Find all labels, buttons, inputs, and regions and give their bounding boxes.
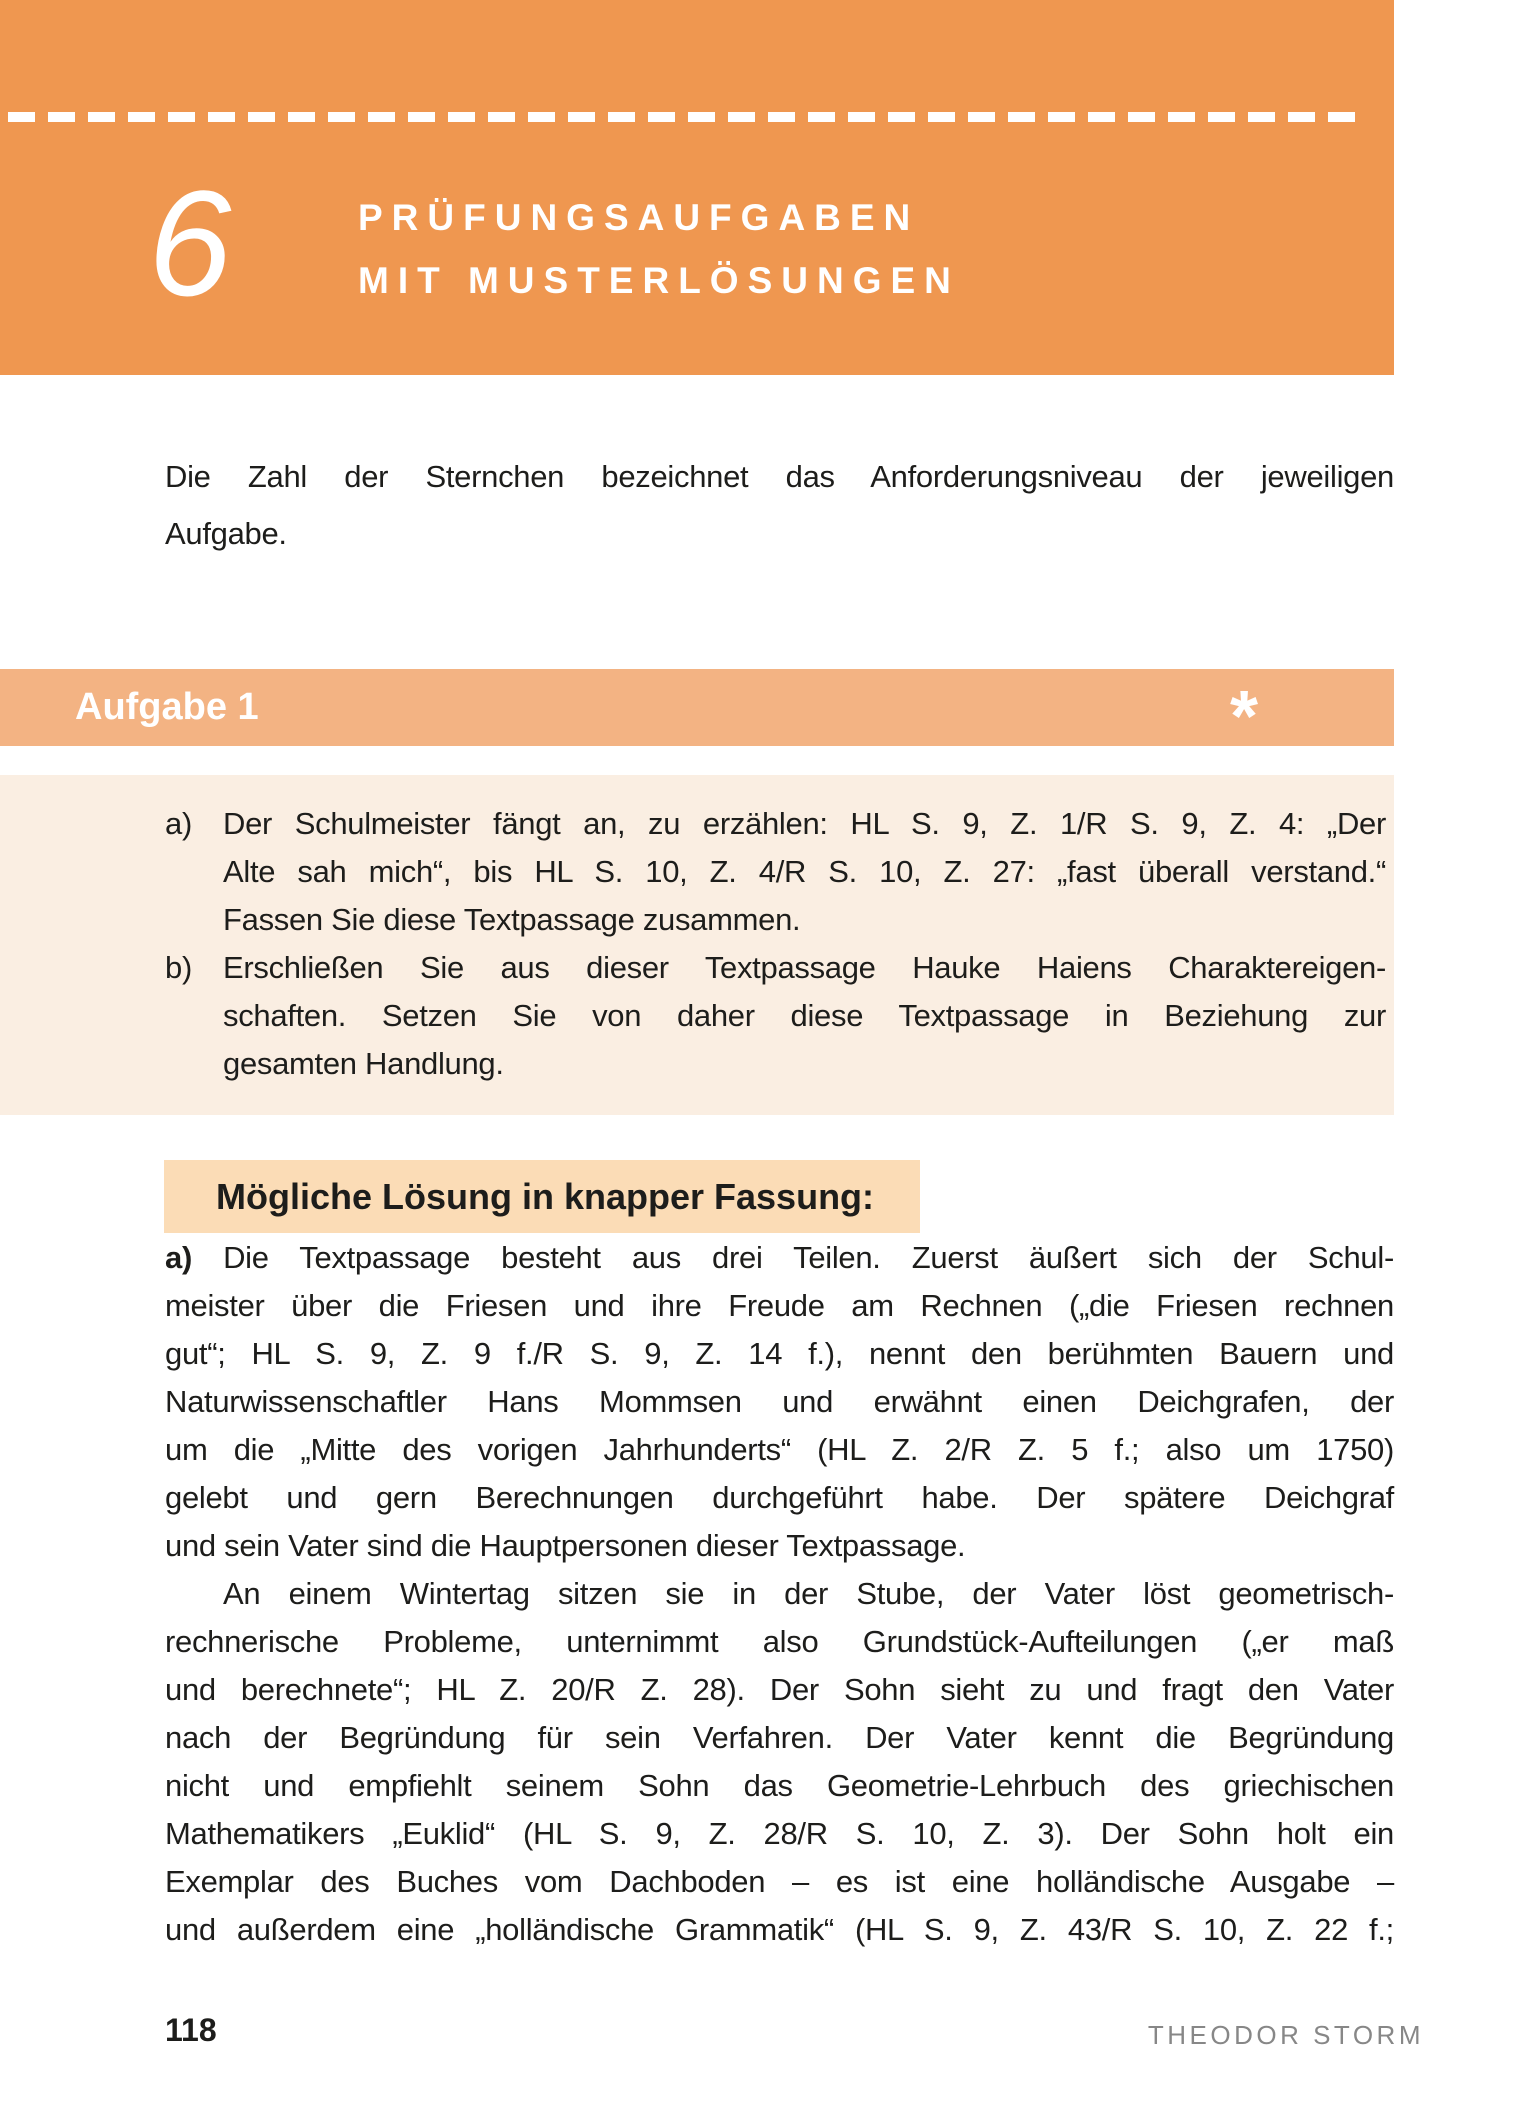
task-line: Alte sah mich“, bis HL S. 10, Z. 4/R S. 10, Z. 27: „fast überall verstand.“ xyxy=(223,854,1386,889)
solution-line: Naturwissenschaftler Hans Mommsen und erwähnt einen Deichgrafen, der xyxy=(165,1384,1394,1419)
intro-paragraph xyxy=(165,448,1394,562)
task-section-bar xyxy=(0,669,1394,757)
solution-paragraph xyxy=(165,1234,1394,1954)
intro-line: Die Zahl der Sternchen bezeichnet das Anforderungsniveau der jeweiligen xyxy=(165,459,1394,494)
task-marker: b) xyxy=(165,950,192,985)
solution-heading: Mögliche Lösung in knapper Fassung: xyxy=(164,1160,920,1233)
page-number: 118 xyxy=(165,2012,217,2048)
difficulty-star-icon: * xyxy=(1230,677,1259,757)
task-item-b xyxy=(165,944,1394,1088)
solution-line: gut“; HL S. 9, Z. 9 f./R S. 9, Z. 14 f.), nennt den berühmten Bauern und xyxy=(165,1336,1394,1371)
solution-line: Exemplar des Buches vom Dachboden – es ist eine holländische Ausgabe – xyxy=(165,1864,1394,1899)
task-line: Der Schulmeister fängt an, zu erzählen: HL S. 9, Z. 1/R S. 9, Z. 4: „Der xyxy=(223,806,1386,841)
dashed-divider xyxy=(8,112,1358,122)
task-box xyxy=(0,775,1394,1115)
solution-line: nicht und empfiehlt seinem Sohn das Geometrie-Lehrbuch des griechischen xyxy=(165,1768,1394,1803)
solution-line: gelebt und gern Berechnungen durchgeführt habe. Der spätere Deichgraf xyxy=(165,1480,1394,1515)
solution-line: rechnerische Probleme, unternimmt also Grundstück-Aufteilungen („er maß xyxy=(165,1624,1394,1659)
intro-line: Aufgabe. xyxy=(165,516,287,551)
task-marker: a) xyxy=(165,806,192,841)
solution-line: nach der Begründung für sein Verfahren. Der Vater kennt die Begründung xyxy=(165,1720,1394,1755)
task-line: schaften. Setzen Sie von daher diese Textpassage in Beziehung zur xyxy=(223,998,1386,1033)
chapter-header-banner xyxy=(0,0,1394,375)
solution-line: meister über die Friesen und ihre Freude am Rechnen („die Friesen rechnen xyxy=(165,1288,1394,1323)
chapter-number: 6 xyxy=(148,159,232,327)
solution-line: um die „Mitte des vorigen Jahrhunderts“ (HL Z. 2/R Z. 5 f.; also um 1750) xyxy=(165,1432,1394,1467)
task-text xyxy=(223,944,1386,1088)
task-text xyxy=(223,800,1386,944)
solution-line: An einem Wintertag sitzen sie in der Stube, der Vater löst geometrisch- xyxy=(223,1576,1394,1611)
solution-line: und sein Vater sind die Hauptpersonen dieser Textpassage. xyxy=(165,1528,966,1563)
task-line: gesamten Handlung. xyxy=(223,1046,504,1081)
task-line: Fassen Sie diese Textpassage zusammen. xyxy=(223,902,801,937)
task-line: Erschließen Sie aus dieser Textpassage Hauke Haiens Charaktereigen- xyxy=(223,950,1386,985)
chapter-title-line2: MIT MUSTERLÖSUNGEN xyxy=(358,260,960,301)
chapter-title xyxy=(358,186,960,312)
solution-line: Mathematikers „Euklid“ (HL S. 9, Z. 28/R S. 10, Z. 3). Der Sohn holt ein xyxy=(165,1816,1394,1851)
solution-line: a) Die Textpassage besteht aus drei Teilen. Zuerst äußert sich der Schul- xyxy=(165,1240,1394,1275)
solution-line: und außerdem eine „holländische Grammatik“ (HL S. 9, Z. 43/R S. 10, Z. 22 f.; xyxy=(165,1912,1394,1947)
solution-line: und berechnete“; HL Z. 20/R Z. 28). Der Sohn sieht zu und fragt den Vater xyxy=(165,1672,1394,1707)
task-item-a xyxy=(165,800,1394,944)
chapter-title-line1: PRÜFUNGSAUFGABEN xyxy=(358,197,920,238)
running-footer-author: THEODOR STORM xyxy=(1147,2020,1424,2050)
solution-label: a) xyxy=(165,1240,192,1275)
task-section-title: Aufgabe 1 xyxy=(75,686,259,728)
